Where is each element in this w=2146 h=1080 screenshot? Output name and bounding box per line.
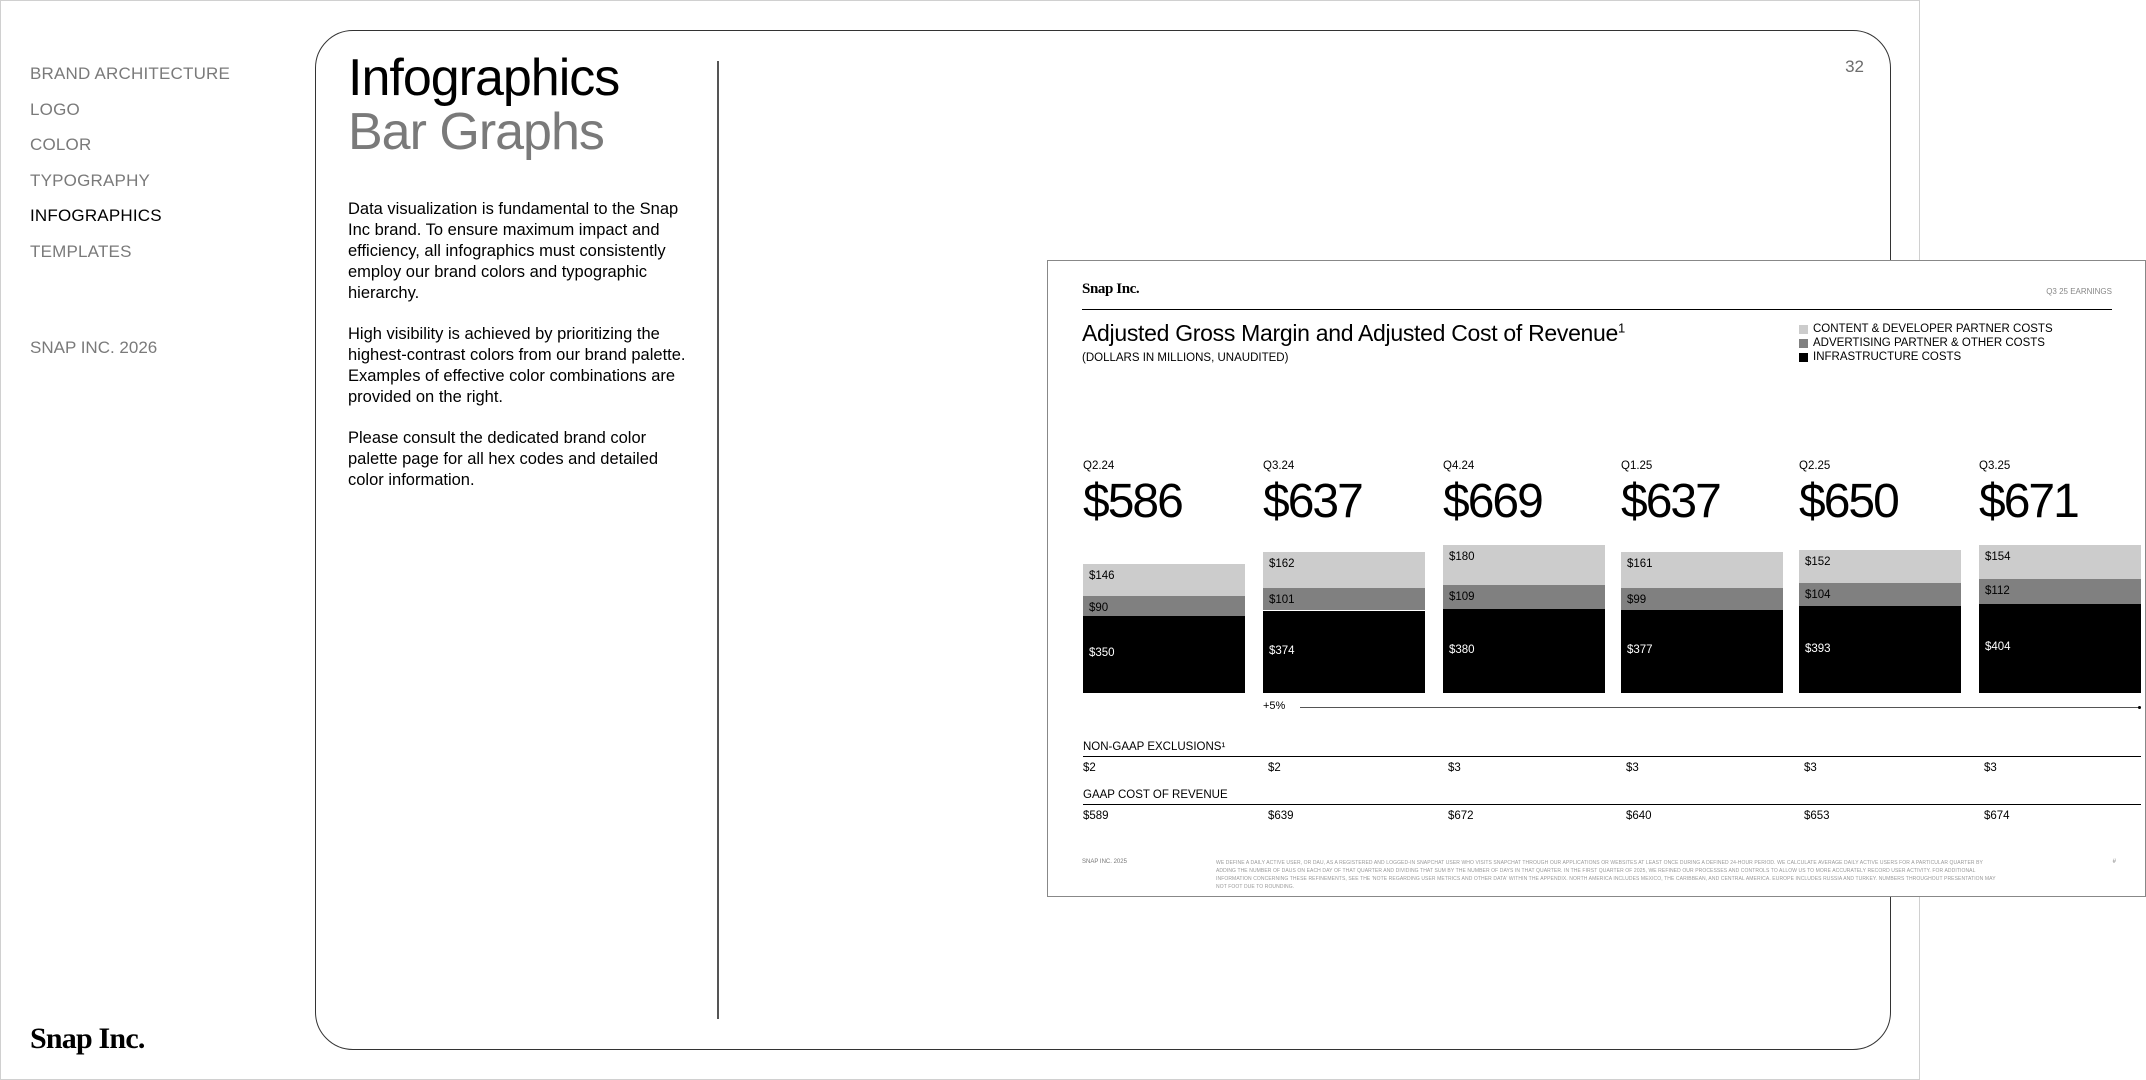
table-cell: $589 <box>1083 810 1109 822</box>
slide-footnote: WE DEFINE A DAILY ACTIVE USER, OR DAU, AS A REGISTERED AND LOGGED-IN SNAPCHAT USER WHO VISITS SNAPCHAT THROUGH OUR APPLICATIONS OR WEBSITES AT LEAST ONCE DURING A DEFINED 24-HOUR PERIOD. WE CALCULATE AVERAGE DAILY ACTIVE USERS FOR A PARTICULAR QUARTER BY ADDING THE NUMBER OF DAUS ON EACH DAY OF THAT QUARTER AND DIVIDING THAT SUM BY THE NUMBER OF DAYS IN THAT QUARTER. IN THE FIRST QUARTER OF 2025, WE REFINED OUR PROCESSES AND CONTROLS TO ALLOW US TO MORE ACCURATELY RECORD USER ACTIVITY. FOR ADDITIONAL INFORMATION CONCERNING THESE REFINEMENTS, SEE THE 'NOTE REGARDING USER METRICS AND OTHER DATA' WITHIN THE APPENDIX. NORTH AMERICA INCLUDES MEXICO, THE CARIBBEAN, AND CENTRAL AMERICA. EUROPE INCLUDES RUSSIA AND TURKEY. NUMBERS THROUGHOUT PRESENTATION MAY NOT FOOT DUE TO ROUNDING. <box>1216 860 1996 890</box>
chart-title-footnote-mark: 1 <box>1618 320 1625 336</box>
nav-item-typography[interactable]: TYPOGRAPHY <box>30 170 151 190</box>
table-cell: $2 <box>1268 762 1281 774</box>
growth-line <box>1300 707 2140 708</box>
table-cell: $639 <box>1268 810 1294 822</box>
bar-value-label: $112 <box>1985 585 2010 598</box>
quarter-label: Q4.24 <box>1443 460 1475 472</box>
content-card <box>315 30 2116 1050</box>
chart-legend <box>1799 322 2053 364</box>
table-cell: $3 <box>1626 762 1639 774</box>
quarter-total: $637 <box>1621 475 1720 528</box>
body-paragraph: High visibility is achieved by prioritizing the highest-contrast colors from our brand palette. Examples of effective color combinations are provided on the right. <box>348 325 686 406</box>
page-subtitle: Bar Graphs <box>348 103 604 161</box>
growth-label: +5% <box>1263 700 1286 712</box>
slide-logo: Snap Inc. <box>1082 281 1140 297</box>
example-slide <box>1047 260 2146 897</box>
table-cell: $674 <box>1984 810 2010 822</box>
bar-value-label: $380 <box>1449 644 1475 657</box>
slide-footer-left: SNAP INC. 2025 <box>1082 859 1127 865</box>
bar-value-label: $350 <box>1089 647 1115 660</box>
quarter-total: $669 <box>1443 475 1542 528</box>
table-row-header: NON-GAAP EXCLUSIONS¹ <box>1083 741 1226 753</box>
quarter-label: Q1.25 <box>1621 460 1653 472</box>
table-cell: $640 <box>1626 810 1652 822</box>
bar-value-label: $377 <box>1627 644 1653 657</box>
legend-item <box>1799 336 2053 350</box>
vertical-divider <box>717 61 719 1019</box>
chart-subtitle: (DOLLARS IN MILLIONS, UNAUDITED) <box>1082 352 1289 364</box>
brand-logo: Snap Inc. <box>30 1022 145 1055</box>
quarter-total: $637 <box>1263 475 1362 528</box>
quarter-total: $671 <box>1979 475 2078 528</box>
bar-value-label: $99 <box>1627 594 1647 606</box>
slide-tag: Q3 25 EARNINGS <box>2046 287 2112 296</box>
legend-label: CONTENT & DEVELOPER PARTNER COSTS <box>1813 323 2053 335</box>
bar-value-label: $104 <box>1805 589 1831 602</box>
table-row-rule <box>1083 804 2141 805</box>
table-cell: $3 <box>1804 762 1817 774</box>
section-nav <box>30 56 230 269</box>
quarter-label: Q3.24 <box>1263 460 1295 472</box>
page-number: 32 <box>1845 57 1864 76</box>
table-cell: $2 <box>1083 762 1096 774</box>
nav-item-brand-architecture[interactable]: BRAND ARCHITECTURE <box>30 64 231 83</box>
bar-value-label: $393 <box>1805 642 1831 655</box>
table-row-rule <box>1083 756 2141 757</box>
page-title: Infographics <box>348 49 620 107</box>
nav-item-color[interactable]: COLOR <box>30 135 92 154</box>
body-paragraph: Data visualization is fundamental to the Snap Inc brand. To ensure maximum impact and efficiency, all infographics must consistently employ our brand colors and typographic hierarchy. <box>348 200 679 302</box>
slide-header-rule <box>1082 309 2112 310</box>
table-cell: $3 <box>1984 762 1997 774</box>
bar-value-label: $161 <box>1627 558 1653 571</box>
bar-value-label: $162 <box>1269 558 1295 571</box>
chart-title-text: Adjusted Gross Margin and Adjusted Cost of Revenue <box>1082 320 1619 346</box>
nav-year-label: SNAP INC. 2026 <box>30 338 158 357</box>
body-text <box>348 199 688 511</box>
bar-value-label: $101 <box>1269 594 1295 607</box>
nav-item-logo[interactable]: LOGO <box>30 99 80 119</box>
bar-value-label: $180 <box>1449 551 1475 564</box>
bar-value-label: $154 <box>1985 551 2011 564</box>
growth-line-end-dot <box>2138 706 2141 709</box>
legend-swatch <box>1799 339 1808 348</box>
chart-title <box>1082 320 1625 347</box>
bar-value-label: $404 <box>1985 641 2011 654</box>
legend-item <box>1799 350 2053 364</box>
legend-swatch <box>1799 353 1808 362</box>
bar-value-label: $90 <box>1089 601 1109 614</box>
legend-swatch <box>1799 325 1808 334</box>
legend-label: ADVERTISING PARTNER & OTHER COSTS <box>1813 337 2045 349</box>
quarter-label: Q2.25 <box>1799 460 1831 472</box>
legend-item <box>1799 322 2053 336</box>
nav-item-templates[interactable]: TEMPLATES <box>30 241 132 261</box>
table-cell: $672 <box>1448 810 1474 822</box>
quarter-total: $650 <box>1799 475 1898 528</box>
slide-footer-number: # <box>2112 859 2116 865</box>
legend-label: INFRASTRUCTURE COSTS <box>1813 351 1962 363</box>
table-row-header: GAAP COST OF REVENUE <box>1083 789 1228 801</box>
table-cell: $653 <box>1804 810 1830 822</box>
bar-value-label: $109 <box>1449 591 1475 604</box>
bar-value-label: $374 <box>1269 644 1295 657</box>
body-paragraph: Please consult the dedicated brand color palette page for all hex codes and detailed color information. <box>348 429 659 489</box>
nav-item-infographics[interactable]: INFOGRAPHICS <box>30 206 162 225</box>
bar-value-label: $152 <box>1805 555 1831 568</box>
quarter-label: Q2.24 <box>1083 460 1115 472</box>
bar-value-label: $146 <box>1089 569 1115 582</box>
quarter-label: Q3.25 <box>1979 460 2011 472</box>
table-cell: $3 <box>1448 762 1461 774</box>
quarter-total: $586 <box>1083 475 1182 528</box>
